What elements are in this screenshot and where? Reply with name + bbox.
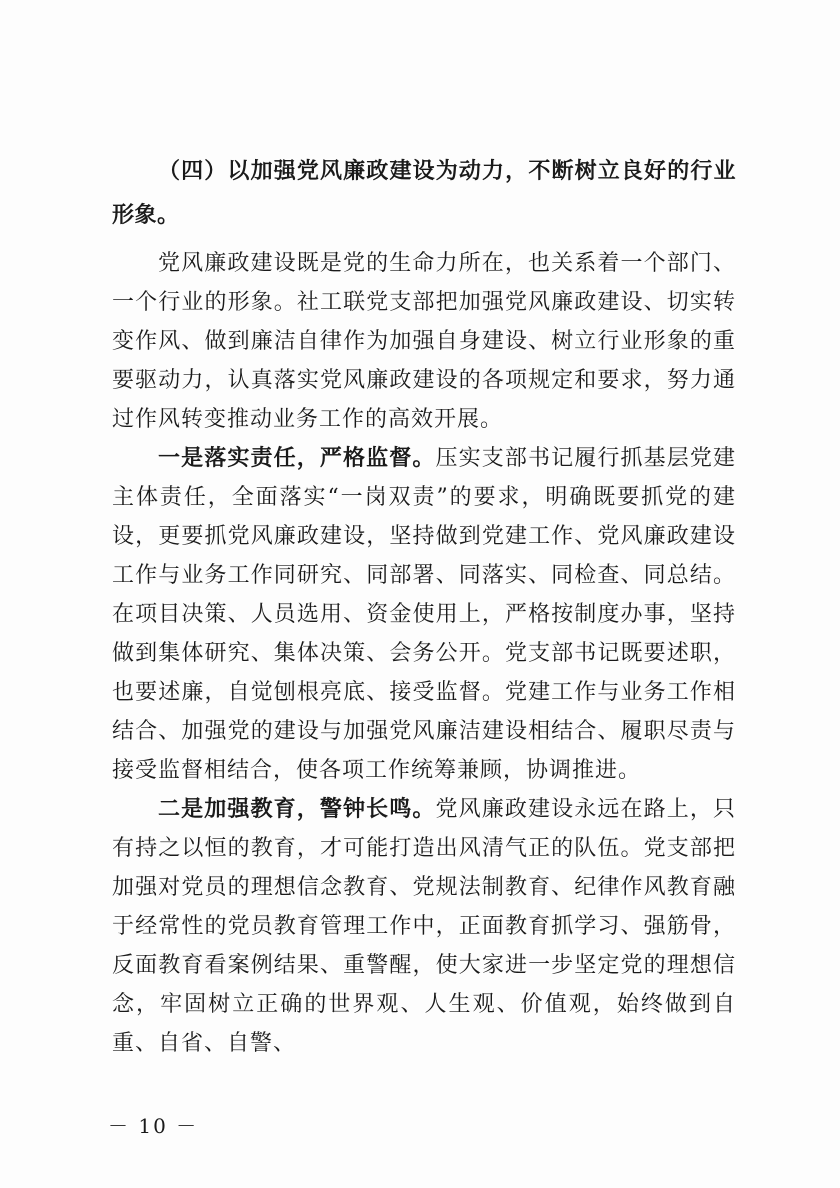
paragraph-3 (112, 790, 736, 1063)
section-heading: （四）以加强党风廉政建设为动力，不断树立良好的行业形象。 (112, 159, 736, 228)
paragraph-2 (112, 439, 736, 790)
paragraph-2-lead: 一是落实责任，严格监督。 (158, 445, 436, 471)
document-body (112, 150, 736, 1063)
paragraph-3-text: 党风廉政建设永远在路上，只有持之以恒的教育，才可能打造出风清气正的队伍。党支部把加强对党员的理想信念教育、党规法制教育、纪律作风教育融于经常性的党员教育管理工作中，正面教育抓学习、强筋骨，反面教育看案例结果、重警醒，使大家进一步坚定党的理想信念，牢固树立正确的世界观、人生观、价值观，始终做到自重、自省、自警、 (112, 797, 736, 1056)
page-number: － 10 － (108, 1114, 199, 1138)
paragraph-2-text: 压实支部书记履行抓基层党建主体责任，全面落实“一岗双责”的要求，明确既要抓党的建设，更要抓党风廉政建设，坚持做到党建工作、党风廉政建设工作与业务工作同研究、同部署、同落实、同检查、同总结。在项目决策、人员选用、资金使用上，严格按制度办事，坚持做到集体研究、集体决策、会务公开。党支部书记既要述职，也要述廉，自觉刨根亮底、接受监督。党建工作与业务工作相结合、加强党的建设与加强党风廉洁建设相结合、履职尽责与接受监督相结合，使各项工作统筹兼顾，协调推进。 (112, 446, 736, 783)
paragraph-3-lead: 二是加强教育，警钟长鸣。 (158, 796, 436, 822)
paragraph-1 (112, 244, 736, 439)
paragraph-1-text: 党风廉政建设既是党的生命力所在，也关系着一个部门、一个行业的形象。社工联党支部把加强党风廉政建设、切实转变作风、做到廉洁自律作为加强自身建设、树立行业形象的重要驱动力，认真落实党风廉政建设的各项规定和要求，努力通过作风转变推动业务工作的高效开展。 (112, 251, 736, 432)
